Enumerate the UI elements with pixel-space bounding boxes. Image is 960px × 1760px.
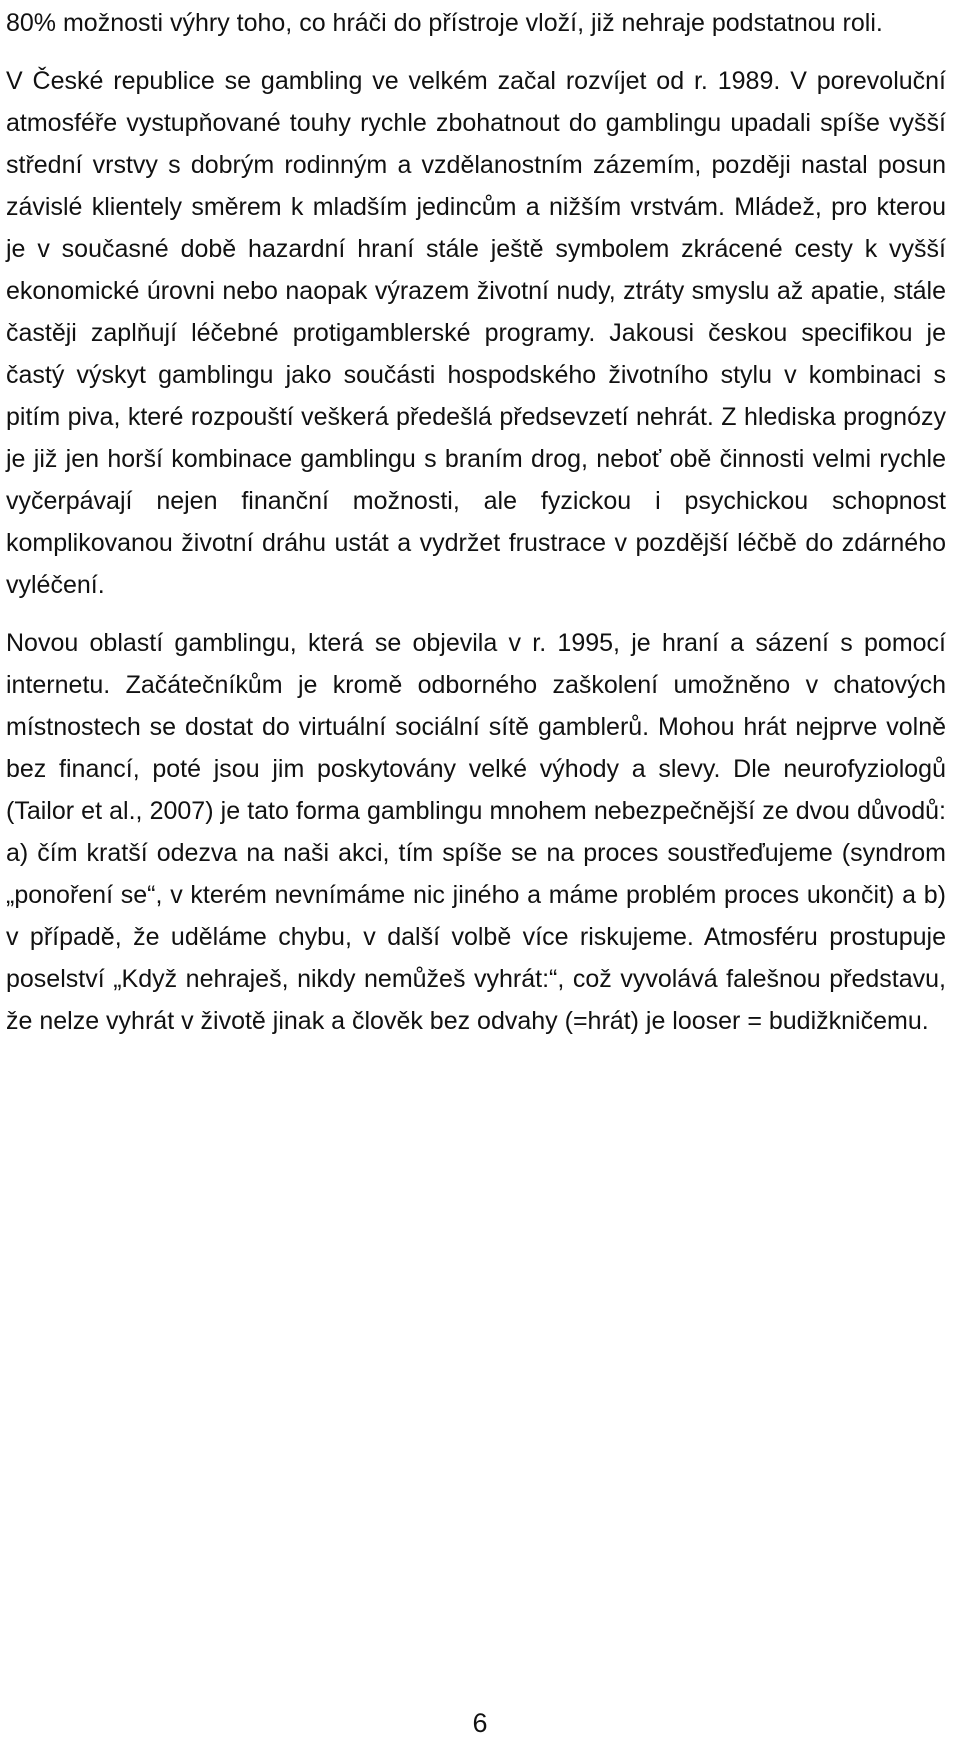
paragraph-intro: 80% možnosti výhry toho, co hráči do přístroje vloží, již nehraje podstatnou roli. — [6, 9, 883, 37]
paragraph-czech-gambling: V České republice se gambling ve velkém začal rozvíjet od r. 1989. V porevoluční atmosféře vystupňované touhy rychle zbohatnout do gamblingu upadali spíše vyšší střední vrstvy s dobrým rodinným a vzdělanostním zázemím, později nastal posun závislé klientely směrem k mladším jedincům a nižším vrstvám. Mládež, pro kterou je v současné době hazardní hraní stále ještě symbolem zkrácené cesty k vyšší ekonomické úrovni nebo naopak výrazem životní nudy, ztráty smyslu až apatie, stále častěji zaplňují léčebné protigamblerské programy. Jakousi českou specifikou je častý výskyt gamblingu jako součásti hospodského životního stylu v kombinaci s pitím piva, které rozpouští veškerá předešlá předsevzetí nehrát. Z hlediska prognózy je již jen horší kombinace gamblingu s braním drog, neboť obě činnosti velmi rychle vyčerpávají nejen finanční možnosti, ale fyzickou i psychickou schopnost komplikovanou životní dráhu ustát a vydržet frustrace v pozdější léčbě do zdárného vyléčení. — [6, 67, 946, 599]
paragraph-internet-gambling: Novou oblastí gamblingu, která se objevila v r. 1995, je hraní a sázení s pomocí internetu. Začátečníkům je kromě odborného zaškolení umožněno v chatových místnostech se dostat do virtuální sociální sítě gamblerů. Mohou hrát nejprve volně bez financí, poté jsou jim poskytovány velké výhody a slevy. Dle neurofyziologů (Tailor et al., 2007) je tato forma gamblingu mnohem nebezpečnější ze dvou důvodů: a) čím kratší odezva na naši akci, tím spíše se na proces soustřeďujeme (syndrom „ponoření se“, v kterém nevnímáme nic jiného a máme problém proces ukončit) a b) v případě, že uděláme chybu, v další volbě více riskujeme. Atmosféru prostupuje poselství „Když nehraješ, nikdy nemůžeš vyhrát:“, což vyvolává falešnou představu, že nelze vyhrát v životě jinak a člověk bez odvahy (=hrát) je looser = budižkničemu. — [6, 629, 946, 1035]
page-number: 6 — [472, 1708, 488, 1738]
